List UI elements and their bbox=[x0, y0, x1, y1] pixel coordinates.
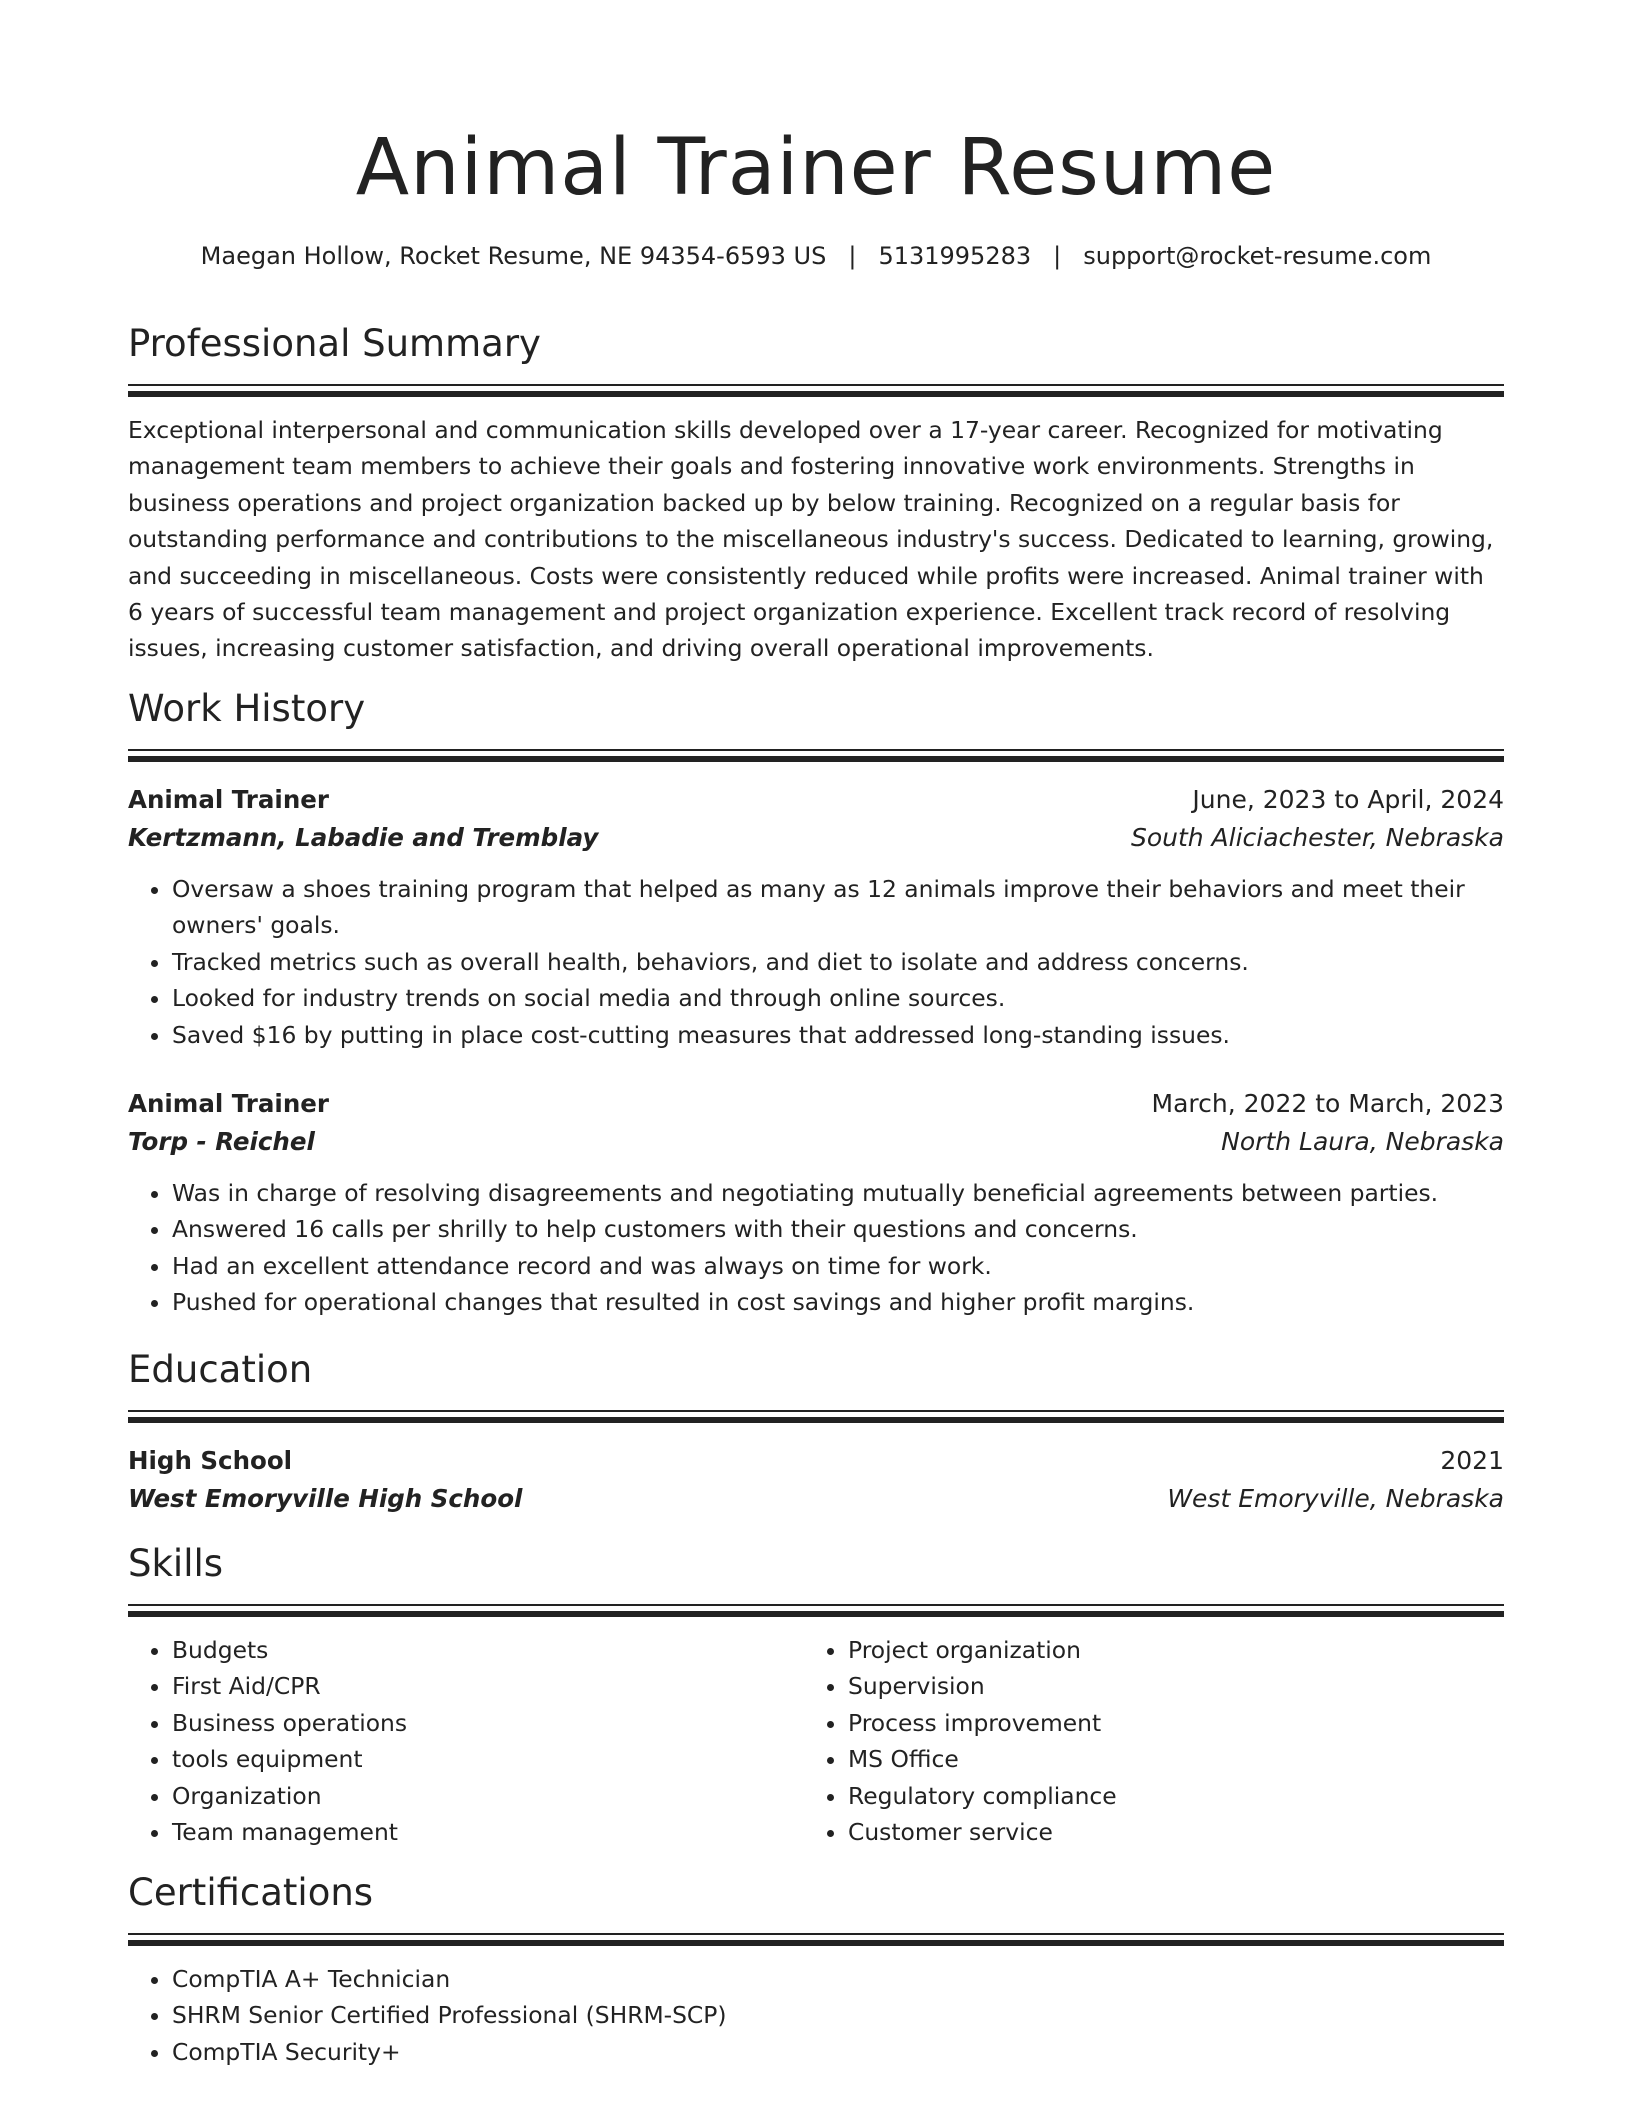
list-item: • Was in charge of resolving disagreements and negotiating mutually beneficial agreements between parties. bbox=[172, 1175, 1504, 1211]
job-company: Kertzmann, Labadie and Tremblay bbox=[128, 823, 599, 852]
list-item: • Budgets bbox=[172, 1632, 804, 1668]
list-item: • Organization bbox=[172, 1778, 804, 1814]
job-company: Torp - Reichel bbox=[128, 1127, 315, 1157]
contact-line bbox=[128, 238, 1504, 274]
list-item: • Answered 16 calls per shrilly to help customers with their questions and concerns. bbox=[172, 1211, 1504, 1247]
section-heading: Certifications bbox=[128, 1871, 374, 1914]
job-bullets bbox=[128, 871, 1504, 1053]
section-divider bbox=[128, 384, 1504, 398]
list-item: • CompTIA A+ Technician bbox=[172, 1961, 1504, 1997]
list-item: • CompTIA Security+ bbox=[172, 2034, 1504, 2070]
list-item: • Process improvement bbox=[848, 1705, 1480, 1741]
education-entry bbox=[128, 1442, 1504, 1518]
list-item: • Supervision bbox=[848, 1668, 1480, 1704]
list-item: • Tracked metrics such as overall health, behaviors, and diet to isolate and address concerns. bbox=[172, 944, 1504, 980]
education-section bbox=[128, 1344, 1504, 1518]
list-item: • Had an excellent attendance record and was always on time for work. bbox=[172, 1248, 1504, 1284]
contact-email[interactable]: support@rocket-resume.com bbox=[1083, 242, 1432, 270]
skills-section bbox=[128, 1538, 1504, 1850]
skills-list-right bbox=[804, 1632, 1480, 1850]
contact-phone: 5131995283 bbox=[878, 242, 1032, 270]
section-divider bbox=[128, 749, 1504, 763]
job-bullets bbox=[128, 1175, 1504, 1321]
certifications-list bbox=[128, 1961, 1504, 2070]
list-item: • Pushed for operational changes that resulted in cost savings and higher profit margins. bbox=[172, 1284, 1504, 1320]
school-name: West Emoryville High School bbox=[128, 1484, 523, 1513]
list-item: • SHRM Senior Certified Professional (SHRM-SCP) bbox=[172, 1997, 1504, 2033]
job-dates: June, 2023 to April, 2024 bbox=[1192, 785, 1504, 814]
job-title: Animal Trainer bbox=[128, 1089, 329, 1119]
summary-section bbox=[128, 318, 1504, 667]
job-title: Animal Trainer bbox=[128, 785, 329, 814]
list-item: • Looked for industry trends on social media and through online sources. bbox=[172, 980, 1504, 1016]
list-item: • Team management bbox=[172, 1814, 804, 1850]
job-entry bbox=[128, 781, 1504, 1053]
list-item: • First Aid/CPR bbox=[172, 1668, 804, 1704]
list-item: • MS Office bbox=[848, 1741, 1480, 1777]
school-location: West Emoryville, Nebraska bbox=[1167, 1484, 1504, 1513]
contact-separator: | bbox=[1053, 242, 1062, 270]
list-item: • Business operations bbox=[172, 1705, 804, 1741]
graduation-year: 2021 bbox=[1440, 1446, 1504, 1475]
section-heading: Work History bbox=[128, 687, 366, 730]
work-history-section bbox=[128, 683, 1504, 1321]
contact-separator: | bbox=[848, 242, 857, 270]
summary-text: Exceptional interpersonal and communication skills developed over a 17-year career. Recognized for motivating management team members to achieve their goals and fostering innovative work environments. Strengths in business operations and project organization backed up by below training. Recognized on a regular basis for outstanding performance and contributions to the miscellaneous industry's success. Dedicated to learning, growing, and succeeding in miscellaneous. Costs were consistently reduced while profits were increased. Animal trainer with 6 years of successful team management and project organization experience. Excellent track record of resolving issues, increasing customer satisfaction, and driving overall operational improvements. bbox=[128, 416, 1494, 663]
list-item: • Saved $16 by putting in place cost-cutting measures that addressed long-standing issues. bbox=[172, 1017, 1504, 1053]
job-dates: March, 2022 to March, 2023 bbox=[1151, 1089, 1504, 1119]
job-entry bbox=[128, 1085, 1504, 1321]
skills-list-left bbox=[128, 1632, 804, 1850]
section-heading: Professional Summary bbox=[128, 322, 541, 365]
resume-title: Animal Trainer Resume bbox=[355, 123, 1277, 213]
list-item: • Project organization bbox=[848, 1632, 1480, 1668]
contact-address: Maegan Hollow, Rocket Resume, NE 94354-6593 US bbox=[200, 242, 827, 270]
list-item: • Regulatory compliance bbox=[848, 1778, 1480, 1814]
section-heading: Education bbox=[128, 1348, 313, 1391]
section-divider bbox=[128, 1933, 1504, 1947]
job-location: South Aliciachester, Nebraska bbox=[1130, 823, 1504, 852]
job-location: North Laura, Nebraska bbox=[1221, 1127, 1504, 1157]
skills-columns bbox=[128, 1632, 1504, 1850]
certifications-section bbox=[128, 1867, 1504, 2070]
section-divider bbox=[128, 1604, 1504, 1618]
section-divider bbox=[128, 1410, 1504, 1424]
degree: High School bbox=[128, 1446, 293, 1475]
list-item: • Oversaw a shoes training program that helped as many as 12 animals improve their behaviors and meet their owners' goals. bbox=[172, 871, 1504, 944]
section-heading: Skills bbox=[128, 1542, 224, 1585]
list-item: • Customer service bbox=[848, 1814, 1480, 1850]
list-item: • tools equipment bbox=[172, 1741, 804, 1777]
